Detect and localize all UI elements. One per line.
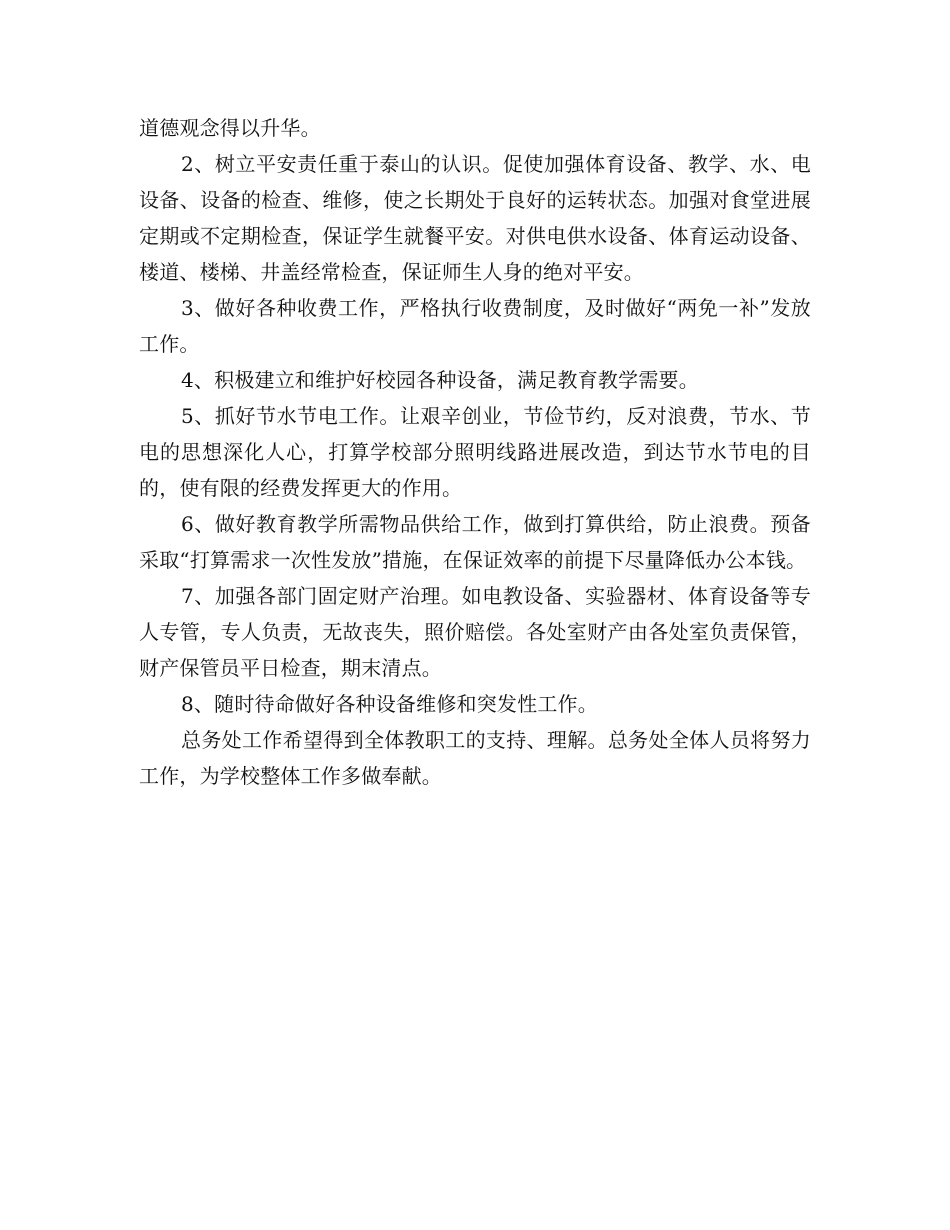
paragraph-closing: 总务处工作希望得到全体教职工的支持、理解。总务处全体人员将努力工作，为学校整体工作多做奉献。 <box>139 728 811 788</box>
paragraph-item-7: 7、加强各部门固定财产治理。如电教设备、实验器材、体育设备等专人专管，专人负责，无故丧失，照价赔偿。各处室财产由各处室负责保管，财产保管员平日检查，期末清点。 <box>139 584 811 680</box>
paragraph-item-5: 5、抓好节水节电工作。让艰辛创业，节俭节约，反对浪费，节水、节电的思想深化人心，打算学校部分照明线路进展改造，到达节水节电的目的，使有限的经费发挥更大的作用。 <box>139 404 811 500</box>
paragraph-item-8: 8、随时待命做好各种设备维修和突发性工作。 <box>181 692 598 716</box>
paragraph-continuation: 道德观念得以升华。 <box>139 116 321 140</box>
paragraph-item-2: 2、树立平安责任重于泰山的认识。促使加强体育设备、教学、水、电设备、设备的检查、维修，使之长期处于良好的运转状态。加强对食堂进展定期或不定期检查，保证学生就餐平安。对供电供水设备、体育运动设备、楼道、楼梯、井盖经常检查，保证师生人身的绝对平安。 <box>139 152 811 284</box>
paragraph-item-4: 4、积极建立和维护好校园各种设备，满足教育教学需要。 <box>181 368 699 392</box>
paragraph-item-6: 6、做好教育教学所需物品供给工作，做到打算供给，防止浪费。预备采取“打算需求一次性发放”措施，在保证效率的前提下尽量降低办公本钱。 <box>139 512 811 572</box>
paragraph-item-3: 3、做好各种收费工作，严格执行收费制度，及时做好“两免一补”发放工作。 <box>139 296 811 356</box>
document-body <box>139 110 811 794</box>
